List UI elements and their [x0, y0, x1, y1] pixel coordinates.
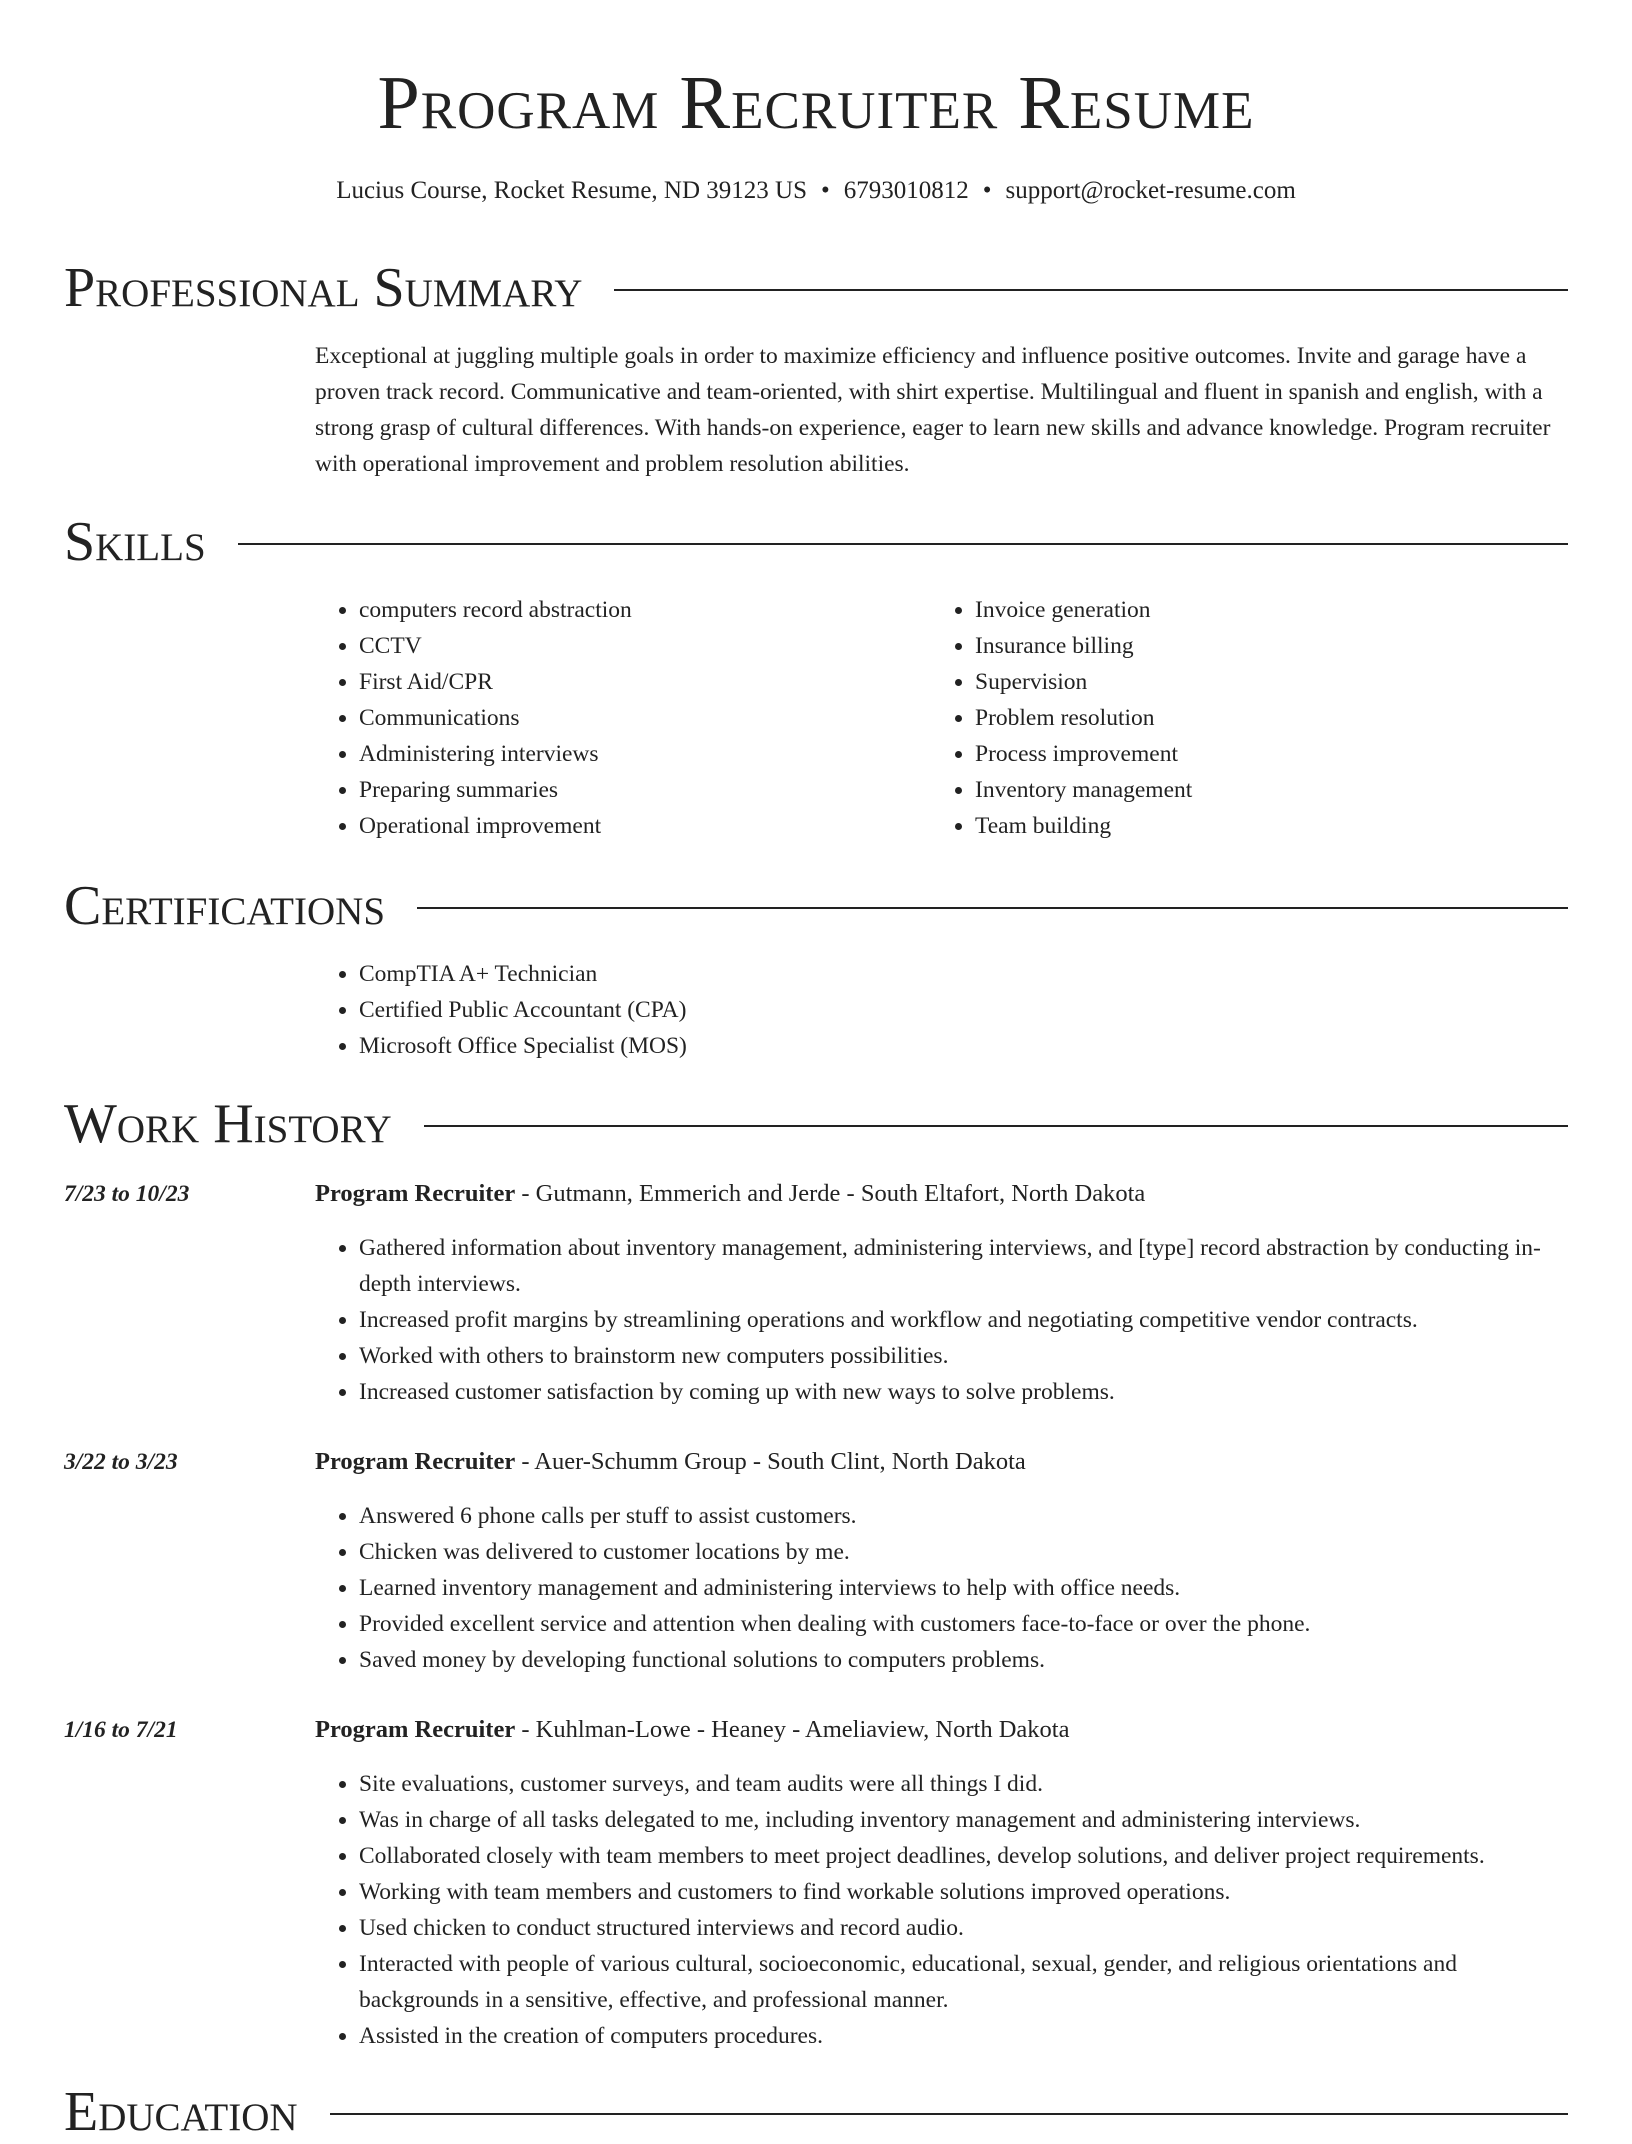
job-header [315, 1444, 1568, 1480]
job-bullet: • Answered 6 phone calls per stuff to assist customers. [359, 1498, 1568, 1534]
skill-item: • Communications [359, 700, 931, 736]
job-bullet: • Provided excellent service and attention when dealing with customers face-to-face or over the phone. [359, 1606, 1568, 1642]
job-bullet: • Working with team members and customers to find workable solutions improved operations. [359, 1874, 1568, 1910]
skills-heading: Skills [64, 511, 206, 573]
job-role: Program Recruiter [315, 1716, 516, 1743]
job-bullet: • Learned inventory management and administering interviews to help with office needs. [359, 1570, 1568, 1606]
education-section-header [64, 2080, 1568, 2144]
job-header [315, 1712, 1568, 1748]
section-divider [330, 2113, 1568, 2115]
skill-item: • Inventory management [975, 772, 1547, 808]
job-employer: - Auer-Schumm Group - South Clint, North Dakota [515, 1448, 1026, 1475]
section-divider [417, 907, 1568, 909]
certifications-section-header [64, 874, 1568, 938]
certification-item: • CompTIA A+ Technician [359, 956, 1568, 992]
contact-address: Lucius Course, Rocket Resume, ND 39123 US [336, 177, 807, 204]
contact-separator: • [982, 177, 992, 204]
section-divider [238, 543, 1568, 545]
certifications-list [315, 956, 1568, 1064]
job-bullet: • Used chicken to conduct structured interviews and record audio. [359, 1910, 1568, 1946]
job-dates: 7/23 to 10/23 [64, 1181, 190, 1207]
summary-heading: Professional Summary [64, 257, 583, 319]
skills-column-right [931, 592, 1547, 844]
job-employer: - Kuhlman-Lowe - Heaney - Ameliaview, North Dakota [515, 1716, 1070, 1743]
skills-list [315, 592, 1568, 844]
job-bullet: • Increased profit margins by streamlining operations and workflow and negotiating competitive vendor contracts. [359, 1302, 1568, 1338]
job-bullet: • Interacted with people of various cultural, socioeconomic, educational, sexual, gender, and religious orientations and backgrounds in a sensitive, effective, and professional manner. [359, 1946, 1568, 2018]
job-bullets [315, 1766, 1568, 2054]
summary-section-header [64, 256, 1568, 320]
skill-item: • First Aid/CPR [359, 664, 931, 700]
job-bullet: • Site evaluations, customer surveys, and team audits were all things I did. [359, 1766, 1568, 1802]
education-heading: Education [64, 2081, 298, 2143]
job-bullet: • Assisted in the creation of computers procedures. [359, 2018, 1568, 2054]
job-role: Program Recruiter [315, 1448, 516, 1475]
skill-item: • Team building [975, 808, 1547, 844]
section-divider [424, 1125, 1568, 1127]
work-history-heading: Work History [64, 1093, 392, 1155]
skill-item: • Operational improvement [359, 808, 931, 844]
job-dates: 3/22 to 3/23 [64, 1449, 178, 1475]
job-bullet: • Worked with others to brainstorm new computers possibilities. [359, 1338, 1568, 1374]
skill-item: • Insurance billing [975, 628, 1547, 664]
job-bullet: • Was in charge of all tasks delegated to me, including inventory management and administering interviews. [359, 1802, 1568, 1838]
job-dates: 1/16 to 7/21 [64, 1717, 178, 1743]
skill-item: • Preparing summaries [359, 772, 931, 808]
job-bullet: • Saved money by developing functional solutions to computers problems. [359, 1642, 1568, 1678]
skill-item: • Process improvement [975, 736, 1547, 772]
skill-item: • Supervision [975, 664, 1547, 700]
skills-column-left [315, 592, 931, 844]
job-bullet: • Gathered information about inventory management, administering interviews, and [type] record abstraction by conducting in-depth interviews. [359, 1230, 1568, 1302]
skill-item: • CCTV [359, 628, 931, 664]
certifications-heading: Certifications [64, 875, 386, 937]
skills-section-header [64, 510, 1568, 574]
contact-line [64, 175, 1568, 207]
section-divider [614, 289, 1568, 291]
job-role: Program Recruiter [315, 1180, 516, 1207]
job-header [315, 1176, 1568, 1212]
job-bullet: • Increased customer satisfaction by coming up with new ways to solve problems. [359, 1374, 1568, 1410]
work-history-section-header [64, 1092, 1568, 1156]
resume-title: Program Recruiter Resume [377, 61, 1255, 145]
job-bullet: • Collaborated closely with team members to meet project deadlines, develop solutions, and deliver project requirements. [359, 1838, 1568, 1874]
job-employer: - Gutmann, Emmerich and Jerde - South Eltafort, North Dakota [515, 1180, 1146, 1207]
skill-item: • computers record abstraction [359, 592, 931, 628]
contact-separator: • [820, 177, 830, 204]
contact-phone: 6793010812 [843, 177, 969, 204]
skill-item: • Invoice generation [975, 592, 1547, 628]
certification-item: • Microsoft Office Specialist (MOS) [359, 1028, 1568, 1064]
summary-text: Exceptional at juggling multiple goals in order to maximize efficiency and influence positive outcomes. Invite and garage have a proven track record. Communicative and team-oriented, with shirt expertise. Multilingual and fluent in spanish and english, with a strong grasp of cultural differences. With hands-on experience, eager to learn new skills and advance knowledge. Program recruiter with operational improvement and problem resolution abilities. [315, 343, 1551, 477]
job-bullets [315, 1230, 1568, 1410]
skill-item: • Problem resolution [975, 700, 1547, 736]
skill-item: • Administering interviews [359, 736, 931, 772]
contact-email: support@rocket-resume.com [1005, 177, 1296, 204]
certification-item: • Certified Public Accountant (CPA) [359, 992, 1568, 1028]
job-bullets [315, 1498, 1568, 1678]
job-bullet: • Chicken was delivered to customer locations by me. [359, 1534, 1568, 1570]
